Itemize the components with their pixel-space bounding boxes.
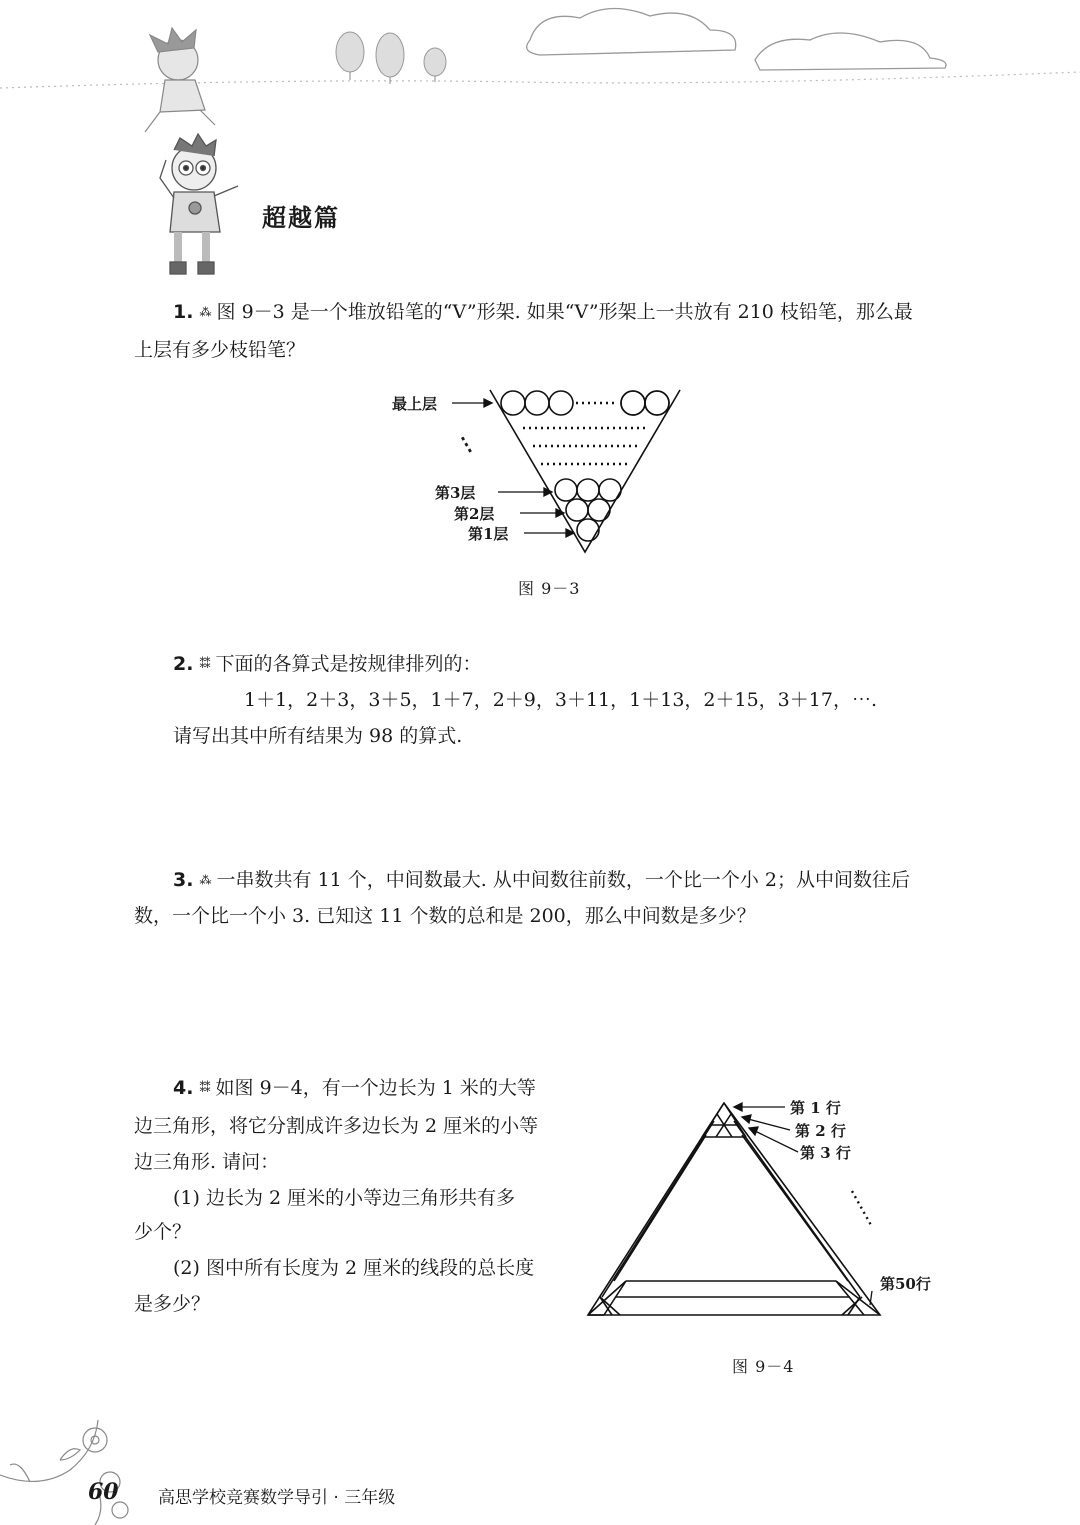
vertical-dots: ⋮ (451, 428, 481, 460)
question-4-line-2: 边三角形，将它分割成许多边长为 2 厘米的小等 (134, 1115, 539, 1137)
label-row-1: 第 1 行 (790, 1099, 841, 1117)
label-top-layer: 最上层 (392, 395, 438, 413)
boy-pointing-illustration (160, 134, 238, 274)
question-3-number: 3. (173, 869, 194, 891)
question-4-line-3: 边三角形. 请问： (134, 1151, 280, 1173)
figure-9-3-caption: 图 9－3 (518, 579, 581, 598)
page-number: 60 (88, 1479, 119, 1505)
flower-vine-decoration (0, 1400, 180, 1525)
label-layer-2: 第2层 (454, 505, 495, 523)
question-4-part-1-cont: 少个？ (134, 1221, 192, 1243)
question-4-text: 如图 9－4，有一个边长为 1 米的大等 (215, 1077, 536, 1099)
question-1-text: 图 9－3 是一个堆放铅笔的“V”形架. 如果“V”形架上一共放有 210 枝铅笔，那么最 (216, 301, 913, 323)
label-row-50: 第50行 (880, 1275, 931, 1293)
section-title: 超越篇 (262, 204, 340, 232)
question-1-line-1 (173, 298, 913, 326)
difficulty-stars: ⁂ (199, 305, 211, 319)
label-layer-3: 第3层 (435, 484, 476, 502)
running-boy-illustration (145, 28, 215, 132)
question-4-line-1 (173, 1074, 536, 1102)
question-4-part-2: (2) 图中所有长度为 2 厘米的线段的总长度 (173, 1257, 535, 1279)
label-row-3: 第 3 行 (800, 1144, 851, 1162)
question-1-number: 1. (173, 301, 194, 323)
question-3-text: 一串数共有 11 个，中间数最大. 从中间数往前数，一个比一个小 2；从中间数往后 (216, 869, 911, 891)
question-4-part-1: (1) 边长为 2 厘米的小等边三角形共有多 (173, 1187, 516, 1209)
question-3-line-2: 数，一个比一个小 3. 已知这 11 个数的总和是 200，那么中间数是多少？ (134, 905, 756, 927)
figure-9-4-caption: 图 9－4 (732, 1357, 795, 1376)
difficulty-stars: ⁑⁑ (199, 1081, 210, 1095)
difficulty-stars: ⁂ (199, 873, 211, 887)
question-2-line-3: 请写出其中所有结果为 98 的算式. (173, 725, 463, 747)
header-illustration (0, 0, 1080, 300)
question-2-sequence: 1＋1，2＋3，3＋5，1＋7，2＋9，3＋11，1＋13，2＋15，3＋17，⋯. (244, 689, 877, 711)
difficulty-stars: ⁑⁑ (199, 657, 210, 671)
question-4-part-2-cont: 是多少？ (134, 1293, 211, 1315)
book-title: 高思学校竞赛数学导引 · 三年级 (158, 1488, 396, 1508)
label-row-2: 第 2 行 (795, 1122, 846, 1140)
tree-icon (336, 32, 446, 84)
question-1-line-2: 上层有多少枝铅笔？ (134, 339, 306, 361)
question-3-line-1 (173, 866, 910, 894)
question-4-number: 4. (173, 1077, 194, 1099)
cloud-icon (527, 8, 946, 70)
question-2-text: 下面的各算式是按规律排列的： (215, 653, 482, 675)
question-2-line-1 (173, 650, 482, 678)
question-2-number: 2. (173, 653, 194, 675)
label-layer-1: 第1层 (468, 525, 509, 543)
